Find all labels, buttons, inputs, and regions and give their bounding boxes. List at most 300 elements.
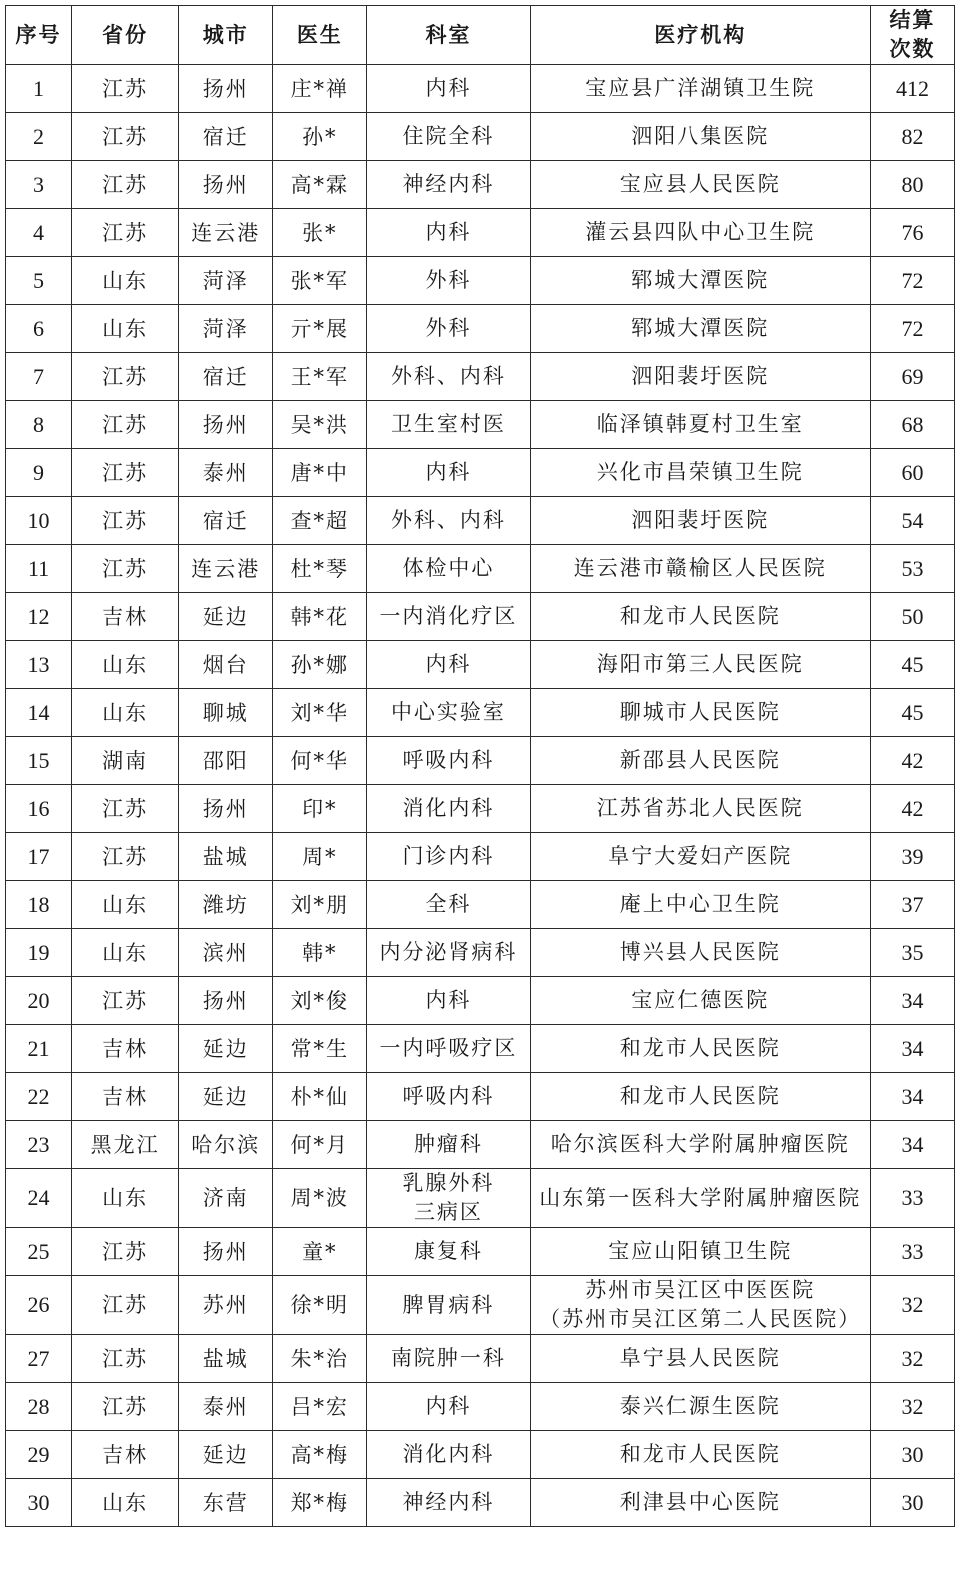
cell-city: 延边: [179, 1073, 273, 1121]
cell-settlement-count: 42: [870, 785, 954, 833]
cell-institution: [530, 977, 870, 1025]
table-row: [6, 1073, 955, 1121]
cell-city: 扬州: [179, 977, 273, 1025]
table-row: [6, 689, 955, 737]
cell-settlement-count: 33: [870, 1169, 954, 1228]
cell-doctor: 张*: [273, 209, 367, 257]
cell-seq: 23: [6, 1121, 72, 1169]
cell-institution: [530, 1025, 870, 1073]
cell-city: 聊城: [179, 689, 273, 737]
cell-doctor: 何*月: [273, 1121, 367, 1169]
table-row: [6, 1169, 955, 1228]
cell-settlement-count: 42: [870, 737, 954, 785]
cell-doctor: 韩*花: [273, 593, 367, 641]
cell-province: 山东: [72, 689, 179, 737]
cell-department: [367, 353, 530, 401]
cell-institution: [530, 1121, 870, 1169]
department-line: 卫生室村医: [390, 412, 506, 436]
table-row: [6, 305, 955, 353]
cell-city: 盐城: [179, 1335, 273, 1383]
cell-institution: [530, 209, 870, 257]
cell-province: 吉林: [72, 593, 179, 641]
cell-province: 山东: [72, 881, 179, 929]
department-line: 一内呼吸疗区: [379, 1036, 518, 1060]
cell-doctor: 亓*展: [273, 305, 367, 353]
department-line: 呼吸内科: [402, 748, 495, 772]
institution-line: 哈尔滨医科大学附属肿瘤医院: [550, 1132, 850, 1156]
department-line: 外科: [425, 268, 472, 292]
institution-line: 宝应仁德医院: [631, 988, 770, 1012]
institution-line: 阜宁县人民医院: [619, 1346, 781, 1370]
cell-settlement-count: 412: [870, 65, 954, 113]
cell-city: 菏泽: [179, 257, 273, 305]
cell-settlement-count: 82: [870, 113, 954, 161]
cell-seq: 10: [6, 497, 72, 545]
table-header-row: [6, 6, 955, 65]
cell-settlement-count: 39: [870, 833, 954, 881]
cell-city: 延边: [179, 1025, 273, 1073]
cell-settlement-count: 72: [870, 257, 954, 305]
table-row: [6, 1479, 955, 1527]
cell-settlement-count: 34: [870, 977, 954, 1025]
cell-settlement-count: 32: [870, 1383, 954, 1431]
cell-department: [367, 1335, 530, 1383]
cell-city: 扬州: [179, 65, 273, 113]
department-line: 住院全科: [402, 124, 495, 148]
table-row: [6, 1228, 955, 1276]
cell-city: 哈尔滨: [179, 1121, 273, 1169]
cell-institution: [530, 641, 870, 689]
cell-doctor: 吕*宏: [273, 1383, 367, 1431]
cell-province: 江苏: [72, 1335, 179, 1383]
cell-doctor: 常*生: [273, 1025, 367, 1073]
cell-seq: 12: [6, 593, 72, 641]
cell-seq: 6: [6, 305, 72, 353]
cell-province: 江苏: [72, 401, 179, 449]
cell-settlement-count: 68: [870, 401, 954, 449]
cell-institution: [530, 305, 870, 353]
cell-seq: 3: [6, 161, 72, 209]
cell-province: 江苏: [72, 161, 179, 209]
department-line: 中心实验室: [390, 700, 506, 724]
cell-institution: [530, 401, 870, 449]
cell-province: 江苏: [72, 209, 179, 257]
cell-province: 江苏: [72, 1276, 179, 1335]
cell-seq: 17: [6, 833, 72, 881]
department-line: 内科: [425, 652, 472, 676]
table-row: [6, 161, 955, 209]
department-line: 乳腺外科: [402, 1171, 495, 1195]
cell-department: [367, 689, 530, 737]
table-row: [6, 1431, 955, 1479]
department-line: 消化内科: [402, 796, 495, 820]
cell-province: 江苏: [72, 65, 179, 113]
cell-department: [367, 305, 530, 353]
cell-doctor: 高*梅: [273, 1431, 367, 1479]
table-row: [6, 209, 955, 257]
cell-doctor: 高*霖: [273, 161, 367, 209]
cell-seq: 24: [6, 1169, 72, 1228]
cell-settlement-count: 53: [870, 545, 954, 593]
table-row: [6, 1383, 955, 1431]
cell-seq: 9: [6, 449, 72, 497]
department-line: 南院肿一科: [390, 1346, 506, 1370]
cell-department: [367, 977, 530, 1025]
cell-province: 江苏: [72, 1228, 179, 1276]
cell-city: 扬州: [179, 161, 273, 209]
cell-department: [367, 497, 530, 545]
cell-seq: 11: [6, 545, 72, 593]
cell-settlement-count: 69: [870, 353, 954, 401]
institution-line: 聊城市人民医院: [619, 700, 781, 724]
cell-settlement-count: 45: [870, 689, 954, 737]
institution-line: 利津县中心医院: [619, 1490, 781, 1514]
cell-province: 山东: [72, 1169, 179, 1228]
institution-line: 临泽镇韩夏村卫生室: [596, 412, 804, 436]
header-seq: 序号: [6, 6, 72, 65]
cell-doctor: 刘*华: [273, 689, 367, 737]
cell-settlement-count: 76: [870, 209, 954, 257]
table-row: [6, 977, 955, 1025]
cell-doctor: 朱*治: [273, 1335, 367, 1383]
cell-department: [367, 257, 530, 305]
cell-department: [367, 449, 530, 497]
cell-city: 苏州: [179, 1276, 273, 1335]
cell-city: 济南: [179, 1169, 273, 1228]
cell-doctor: 何*华: [273, 737, 367, 785]
table-row: [6, 593, 955, 641]
cell-province: 湖南: [72, 737, 179, 785]
cell-settlement-count: 35: [870, 929, 954, 977]
cell-province: 江苏: [72, 113, 179, 161]
cell-department: [367, 737, 530, 785]
cell-institution: [530, 881, 870, 929]
cell-province: 吉林: [72, 1073, 179, 1121]
cell-doctor: 王*军: [273, 353, 367, 401]
department-line: 肿瘤科: [413, 1132, 483, 1156]
institution-line: 灌云县四队中心卫生院: [585, 220, 816, 244]
cell-institution: [530, 1169, 870, 1228]
institution-line: 山东第一医科大学附属肿瘤医院: [539, 1185, 862, 1210]
cell-province: 江苏: [72, 497, 179, 545]
department-line: 消化内科: [402, 1442, 495, 1466]
cell-province: 黑龙江: [72, 1121, 179, 1169]
institution-line: （苏州市吴江区第二人民医院）: [539, 1307, 862, 1331]
table-row: [6, 1121, 955, 1169]
department-line: 神经内科: [402, 1490, 495, 1514]
cell-city: 烟台: [179, 641, 273, 689]
cell-province: 山东: [72, 929, 179, 977]
header-department: 科室: [367, 6, 530, 65]
table-row: [6, 641, 955, 689]
institution-line: 泗阳裴圩医院: [631, 508, 770, 532]
department-line: 外科: [425, 316, 472, 340]
cell-province: 山东: [72, 257, 179, 305]
cell-city: 宿迁: [179, 353, 273, 401]
department-line: 内科: [425, 988, 472, 1012]
cell-city: 滨州: [179, 929, 273, 977]
cell-institution: [530, 833, 870, 881]
institution-line: 郓城大潭医院: [631, 316, 770, 340]
table-row: [6, 737, 955, 785]
cell-province: 江苏: [72, 833, 179, 881]
cell-province: 吉林: [72, 1431, 179, 1479]
cell-institution: [530, 1431, 870, 1479]
cell-institution: [530, 929, 870, 977]
cell-province: 吉林: [72, 1025, 179, 1073]
cell-institution: [530, 497, 870, 545]
cell-province: 江苏: [72, 353, 179, 401]
cell-institution: [530, 1228, 870, 1276]
cell-department: [367, 929, 530, 977]
cell-city: 东营: [179, 1479, 273, 1527]
cell-settlement-count: 54: [870, 497, 954, 545]
cell-department: [367, 1025, 530, 1073]
cell-department: [367, 641, 530, 689]
cell-settlement-count: 30: [870, 1431, 954, 1479]
cell-seq: 5: [6, 257, 72, 305]
institution-line: 江苏省苏北人民医院: [596, 796, 804, 820]
department-line: 内科: [425, 460, 472, 484]
cell-department: [367, 1383, 530, 1431]
institution-line: 泗阳裴圩医院: [631, 364, 770, 388]
cell-department: [367, 593, 530, 641]
cell-seq: 2: [6, 113, 72, 161]
cell-doctor: 周*波: [273, 1169, 367, 1228]
cell-doctor: 庄*禅: [273, 65, 367, 113]
cell-city: 泰州: [179, 449, 273, 497]
table-row: [6, 929, 955, 977]
cell-city: 扬州: [179, 785, 273, 833]
cell-settlement-count: 80: [870, 161, 954, 209]
cell-city: 盐城: [179, 833, 273, 881]
institution-line: 和龙市人民医院: [619, 1442, 781, 1466]
cell-doctor: 韩*: [273, 929, 367, 977]
cell-seq: 1: [6, 65, 72, 113]
cell-institution: [530, 737, 870, 785]
department-line: 内分泌肾病科: [379, 940, 518, 964]
department-line: 脾胃病科: [402, 1292, 495, 1317]
cell-department: [367, 65, 530, 113]
table-row: [6, 401, 955, 449]
cell-seq: 27: [6, 1335, 72, 1383]
table-row: [6, 785, 955, 833]
cell-city: 延边: [179, 593, 273, 641]
cell-doctor: 朴*仙: [273, 1073, 367, 1121]
cell-institution: [530, 257, 870, 305]
cell-institution: [530, 65, 870, 113]
cell-institution: [530, 449, 870, 497]
institution-line: 宝应县人民医院: [619, 172, 781, 196]
cell-city: 扬州: [179, 401, 273, 449]
cell-province: 江苏: [72, 449, 179, 497]
department-line: 内科: [425, 76, 472, 100]
cell-institution: [530, 785, 870, 833]
cell-department: [367, 881, 530, 929]
cell-institution: [530, 689, 870, 737]
cell-city: 潍坊: [179, 881, 273, 929]
institution-line: 庵上中心卫生院: [619, 892, 781, 916]
cell-province: 山东: [72, 305, 179, 353]
cell-city: 连云港: [179, 209, 273, 257]
institution-line: 泰兴仁源生医院: [619, 1394, 781, 1418]
department-line: 神经内科: [402, 172, 495, 196]
institution-line: 宝应山阳镇卫生院: [608, 1239, 793, 1263]
cell-settlement-count: 72: [870, 305, 954, 353]
department-line: 体检中心: [402, 556, 495, 580]
table-row: [6, 1276, 955, 1335]
table-row: [6, 257, 955, 305]
table-row: [6, 881, 955, 929]
header-province: 省份: [72, 6, 179, 65]
table-row: [6, 353, 955, 401]
department-line: 内科: [425, 220, 472, 244]
cell-city: 延边: [179, 1431, 273, 1479]
institution-line: 郓城大潭医院: [631, 268, 770, 292]
cell-doctor: 印*: [273, 785, 367, 833]
institution-line: 和龙市人民医院: [619, 1036, 781, 1060]
cell-department: [367, 113, 530, 161]
institution-line: 和龙市人民医院: [619, 1084, 781, 1108]
cell-city: 宿迁: [179, 497, 273, 545]
cell-doctor: 张*军: [273, 257, 367, 305]
cell-settlement-count: 37: [870, 881, 954, 929]
cell-department: [367, 545, 530, 593]
institution-line: 海阳市第三人民医院: [596, 652, 804, 676]
cell-seq: 26: [6, 1276, 72, 1335]
cell-institution: [530, 1335, 870, 1383]
cell-institution: [530, 161, 870, 209]
cell-doctor: 刘*俊: [273, 977, 367, 1025]
table-row: [6, 1335, 955, 1383]
cell-doctor: 周*: [273, 833, 367, 881]
department-line: 门诊内科: [402, 844, 495, 868]
cell-institution: [530, 353, 870, 401]
cell-doctor: 查*超: [273, 497, 367, 545]
cell-institution: [530, 1479, 870, 1527]
cell-doctor: 郑*梅: [273, 1479, 367, 1527]
cell-doctor: 吴*洪: [273, 401, 367, 449]
cell-city: 菏泽: [179, 305, 273, 353]
department-line: 内科: [425, 1394, 472, 1418]
department-line: 康复科: [413, 1239, 483, 1263]
cell-seq: 18: [6, 881, 72, 929]
header-count-line-1: 结算: [889, 8, 936, 32]
institution-line: 兴化市昌荣镇卫生院: [596, 460, 804, 484]
header-doctor: 医生: [273, 6, 367, 65]
department-line: 一内消化疗区: [379, 604, 518, 628]
cell-seq: 4: [6, 209, 72, 257]
institution-line: 新邵县人民医院: [619, 748, 781, 772]
cell-seq: 21: [6, 1025, 72, 1073]
department-line: 全科: [425, 892, 472, 916]
table-row: [6, 113, 955, 161]
cell-doctor: 童*: [273, 1228, 367, 1276]
cell-institution: [530, 1383, 870, 1431]
cell-department: [367, 1073, 530, 1121]
header-city: 城市: [179, 6, 273, 65]
cell-settlement-count: 33: [870, 1228, 954, 1276]
department-line: 外科、内科: [390, 364, 506, 388]
institution-line: 宝应县广洋湖镇卫生院: [585, 76, 816, 100]
doctor-settlement-table: [5, 5, 955, 1527]
cell-settlement-count: 34: [870, 1025, 954, 1073]
table-row: [6, 497, 955, 545]
cell-department: [367, 161, 530, 209]
cell-city: 扬州: [179, 1228, 273, 1276]
cell-seq: 15: [6, 737, 72, 785]
cell-department: [367, 1431, 530, 1479]
cell-seq: 30: [6, 1479, 72, 1527]
institution-line: 苏州市吴江区中医医院: [585, 1278, 816, 1302]
cell-city: 泰州: [179, 1383, 273, 1431]
table-row: [6, 833, 955, 881]
department-line: 外科、内科: [390, 508, 506, 532]
department-line: 三病区: [413, 1200, 483, 1224]
header-count-line-2: 次数: [889, 37, 936, 61]
cell-department: [367, 1228, 530, 1276]
cell-department: [367, 1276, 530, 1335]
cell-department: [367, 1169, 530, 1228]
cell-seq: 28: [6, 1383, 72, 1431]
table-row: [6, 449, 955, 497]
cell-settlement-count: 34: [870, 1121, 954, 1169]
cell-institution: [530, 593, 870, 641]
cell-seq: 8: [6, 401, 72, 449]
cell-seq: 22: [6, 1073, 72, 1121]
cell-seq: 13: [6, 641, 72, 689]
cell-department: [367, 401, 530, 449]
cell-seq: 16: [6, 785, 72, 833]
department-line: 呼吸内科: [402, 1084, 495, 1108]
header-institution: 医疗机构: [530, 6, 870, 65]
cell-settlement-count: 50: [870, 593, 954, 641]
table-body: [6, 65, 955, 1527]
cell-seq: 25: [6, 1228, 72, 1276]
cell-seq: 7: [6, 353, 72, 401]
cell-institution: [530, 1276, 870, 1335]
cell-seq: 19: [6, 929, 72, 977]
cell-seq: 29: [6, 1431, 72, 1479]
institution-line: 博兴县人民医院: [619, 940, 781, 964]
institution-line: 阜宁大爱妇产医院: [608, 844, 793, 868]
header-settlement-count: [870, 6, 954, 65]
table-row: [6, 65, 955, 113]
table-row: [6, 1025, 955, 1073]
cell-department: [367, 1121, 530, 1169]
cell-institution: [530, 113, 870, 161]
settlement-ranking-sheet: [5, 5, 955, 1527]
cell-settlement-count: 34: [870, 1073, 954, 1121]
cell-institution: [530, 1073, 870, 1121]
cell-province: 山东: [72, 1479, 179, 1527]
cell-doctor: 孙*娜: [273, 641, 367, 689]
cell-province: 山东: [72, 641, 179, 689]
cell-department: [367, 785, 530, 833]
cell-province: 江苏: [72, 545, 179, 593]
cell-doctor: 唐*中: [273, 449, 367, 497]
cell-settlement-count: 60: [870, 449, 954, 497]
cell-settlement-count: 32: [870, 1335, 954, 1383]
cell-city: 邵阳: [179, 737, 273, 785]
cell-settlement-count: 32: [870, 1276, 954, 1335]
cell-doctor: 孙*: [273, 113, 367, 161]
cell-institution: [530, 545, 870, 593]
cell-doctor: 杜*琴: [273, 545, 367, 593]
cell-province: 江苏: [72, 785, 179, 833]
cell-province: 江苏: [72, 977, 179, 1025]
cell-settlement-count: 30: [870, 1479, 954, 1527]
